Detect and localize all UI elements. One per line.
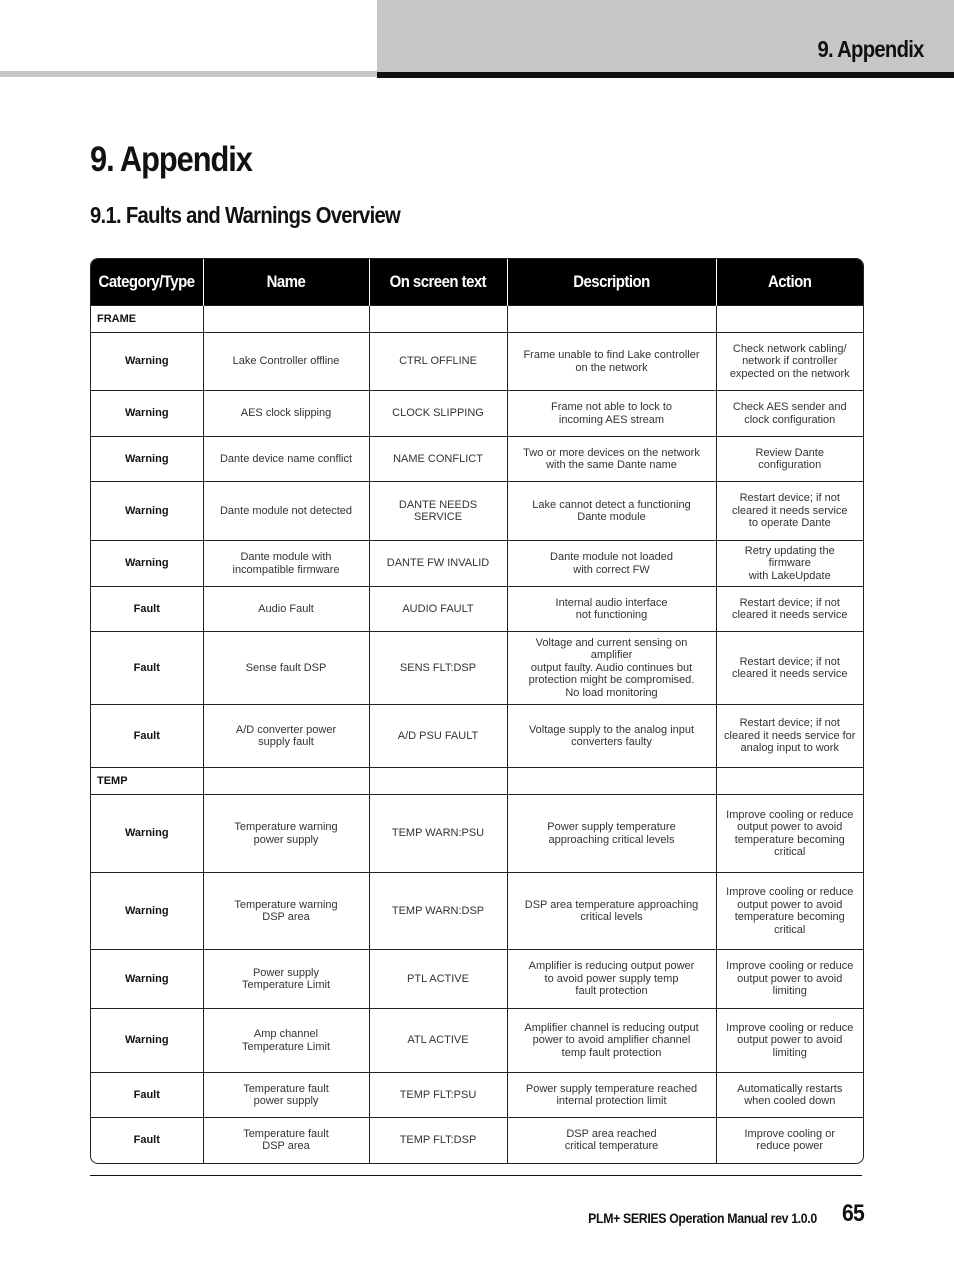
cell-screen-text: NAME CONFLICT	[369, 437, 507, 482]
column-header-on-screen-text: On screen text	[369, 259, 507, 306]
cell-name: Amp channel Temperature Limit	[203, 1009, 369, 1073]
cell-type: Fault	[91, 1073, 203, 1118]
cell-type: Warning	[91, 795, 203, 873]
category-label: TEMP	[91, 768, 203, 795]
table-row	[91, 541, 863, 587]
table-row	[91, 950, 863, 1009]
cell-description: DSP area temperature approaching critical levels	[507, 873, 716, 950]
cell-type: Fault	[91, 632, 203, 705]
table-row	[91, 391, 863, 437]
cell-name: Power supply Temperature Limit	[203, 950, 369, 1009]
table-row	[91, 437, 863, 482]
cell-name: Audio Fault	[203, 587, 369, 632]
page-number: 65	[841, 1200, 864, 1227]
cell-action: Improve cooling or reduce output power to avoid limiting	[716, 1009, 863, 1073]
cell-screen-text: TEMP FLT:DSP	[369, 1118, 507, 1163]
cell-name: Lake Controller offline	[203, 333, 369, 391]
cell-name: Temperature warning DSP area	[203, 873, 369, 950]
cell-screen-text: SENS FLT:DSP	[369, 632, 507, 705]
cell-type: Warning	[91, 437, 203, 482]
cell-type: Fault	[91, 705, 203, 768]
cell-action: Review Dante configuration	[716, 437, 863, 482]
cell-description: Frame unable to find Lake controller on the network	[507, 333, 716, 391]
cell-screen-text: TEMP FLT:PSU	[369, 1073, 507, 1118]
cell-screen-text: DANTE FW INVALID	[369, 541, 507, 587]
table-header-row	[91, 259, 863, 306]
cell-action: Improve cooling or reduce output power to avoid temperature becoming critical	[716, 795, 863, 873]
header-section-title: 9. Appendix	[817, 36, 924, 62]
column-header-name: Name	[203, 259, 369, 306]
cell-type: Warning	[91, 873, 203, 950]
cell-action: Improve cooling or reduce power	[716, 1118, 863, 1163]
cell-type: Warning	[91, 1009, 203, 1073]
cell-action: Check network cabling/ network if controller expected on the network	[716, 333, 863, 391]
table-row	[91, 333, 863, 391]
section-title: 9.1. Faults and Warnings Overview	[90, 202, 401, 228]
table-row	[91, 873, 863, 950]
cell-description: Two or more devices on the network with the same Dante name	[507, 437, 716, 482]
footer-manual-title: PLM+ SERIES Operation Manual rev 1.0.0	[588, 1210, 817, 1226]
cell-action: Restart device; if not cleared it needs service	[716, 632, 863, 705]
header-black-rule	[377, 72, 954, 78]
cell-screen-text: TEMP WARN:DSP	[369, 873, 507, 950]
footer-rule	[90, 1175, 862, 1176]
cell-name: A/D converter power supply fault	[203, 705, 369, 768]
cell-screen-text: DANTE NEEDS SERVICE	[369, 482, 507, 541]
cell-screen-text: PTL ACTIVE	[369, 950, 507, 1009]
table-row	[91, 705, 863, 768]
cell-action: Improve cooling or reduce output power to avoid limiting	[716, 950, 863, 1009]
table-row	[91, 795, 863, 873]
column-header-category: Category/Type	[91, 259, 203, 306]
faults-warnings-table	[91, 259, 863, 1163]
cell-type: Warning	[91, 482, 203, 541]
header-left-rule	[0, 71, 377, 77]
cell-screen-text: AUDIO FAULT	[369, 587, 507, 632]
cell-action: Check AES sender and clock configuration	[716, 391, 863, 437]
cell-name: Dante device name conflict	[203, 437, 369, 482]
cell-description: Dante module not loaded with correct FW	[507, 541, 716, 587]
table-row	[91, 1073, 863, 1118]
faults-table-container	[90, 258, 864, 1164]
cell-name: Temperature warning power supply	[203, 795, 369, 873]
column-header-description: Description	[507, 259, 716, 306]
cell-action: Improve cooling or reduce output power to avoid temperature becoming critical	[716, 873, 863, 950]
category-row	[91, 768, 863, 795]
cell-description: Voltage and current sensing on amplifier output faulty. Audio continues but protection might be compromised. No load monitoring	[507, 632, 716, 705]
cell-type: Warning	[91, 950, 203, 1009]
cell-screen-text: CLOCK SLIPPING	[369, 391, 507, 437]
table-row	[91, 587, 863, 632]
cell-type: Warning	[91, 333, 203, 391]
category-label: FRAME	[91, 306, 203, 333]
cell-screen-text: TEMP WARN:PSU	[369, 795, 507, 873]
table-row	[91, 1009, 863, 1073]
page-title: 9. Appendix	[90, 140, 252, 179]
cell-action: Restart device; if not cleared it needs service for analog input to work	[716, 705, 863, 768]
cell-description: Voltage supply to the analog input converters faulty	[507, 705, 716, 768]
cell-type: Fault	[91, 1118, 203, 1163]
cell-description: Amplifier channel is reducing output power to avoid amplifier channel temp fault protection	[507, 1009, 716, 1073]
cell-type: Warning	[91, 541, 203, 587]
cell-description: DSP area reached critical temperature	[507, 1118, 716, 1163]
cell-description: Frame not able to lock to incoming AES stream	[507, 391, 716, 437]
cell-name: Temperature fault DSP area	[203, 1118, 369, 1163]
cell-screen-text: CTRL OFFLINE	[369, 333, 507, 391]
cell-name: Temperature fault power supply	[203, 1073, 369, 1118]
cell-action: Restart device; if not cleared it needs service	[716, 587, 863, 632]
table-row	[91, 632, 863, 705]
cell-name: Dante module with incompatible firmware	[203, 541, 369, 587]
cell-name: Dante module not detected	[203, 482, 369, 541]
cell-type: Fault	[91, 587, 203, 632]
cell-description: Internal audio interface not functioning	[507, 587, 716, 632]
cell-name: Sense fault DSP	[203, 632, 369, 705]
cell-screen-text: A/D PSU FAULT	[369, 705, 507, 768]
cell-description: Lake cannot detect a functioning Dante module	[507, 482, 716, 541]
cell-action: Restart device; if not cleared it needs service to operate Dante	[716, 482, 863, 541]
cell-name: AES clock slipping	[203, 391, 369, 437]
table-row	[91, 1118, 863, 1163]
column-header-action: Action	[716, 259, 863, 306]
cell-description: Power supply temperature reached internal protection limit	[507, 1073, 716, 1118]
cell-action: Retry updating the firmware with LakeUpdate	[716, 541, 863, 587]
table-row	[91, 482, 863, 541]
category-row	[91, 306, 863, 333]
cell-type: Warning	[91, 391, 203, 437]
cell-screen-text: ATL ACTIVE	[369, 1009, 507, 1073]
cell-action: Automatically restarts when cooled down	[716, 1073, 863, 1118]
cell-description: Amplifier is reducing output power to avoid power supply temp fault protection	[507, 950, 716, 1009]
cell-description: Power supply temperature approaching critical levels	[507, 795, 716, 873]
